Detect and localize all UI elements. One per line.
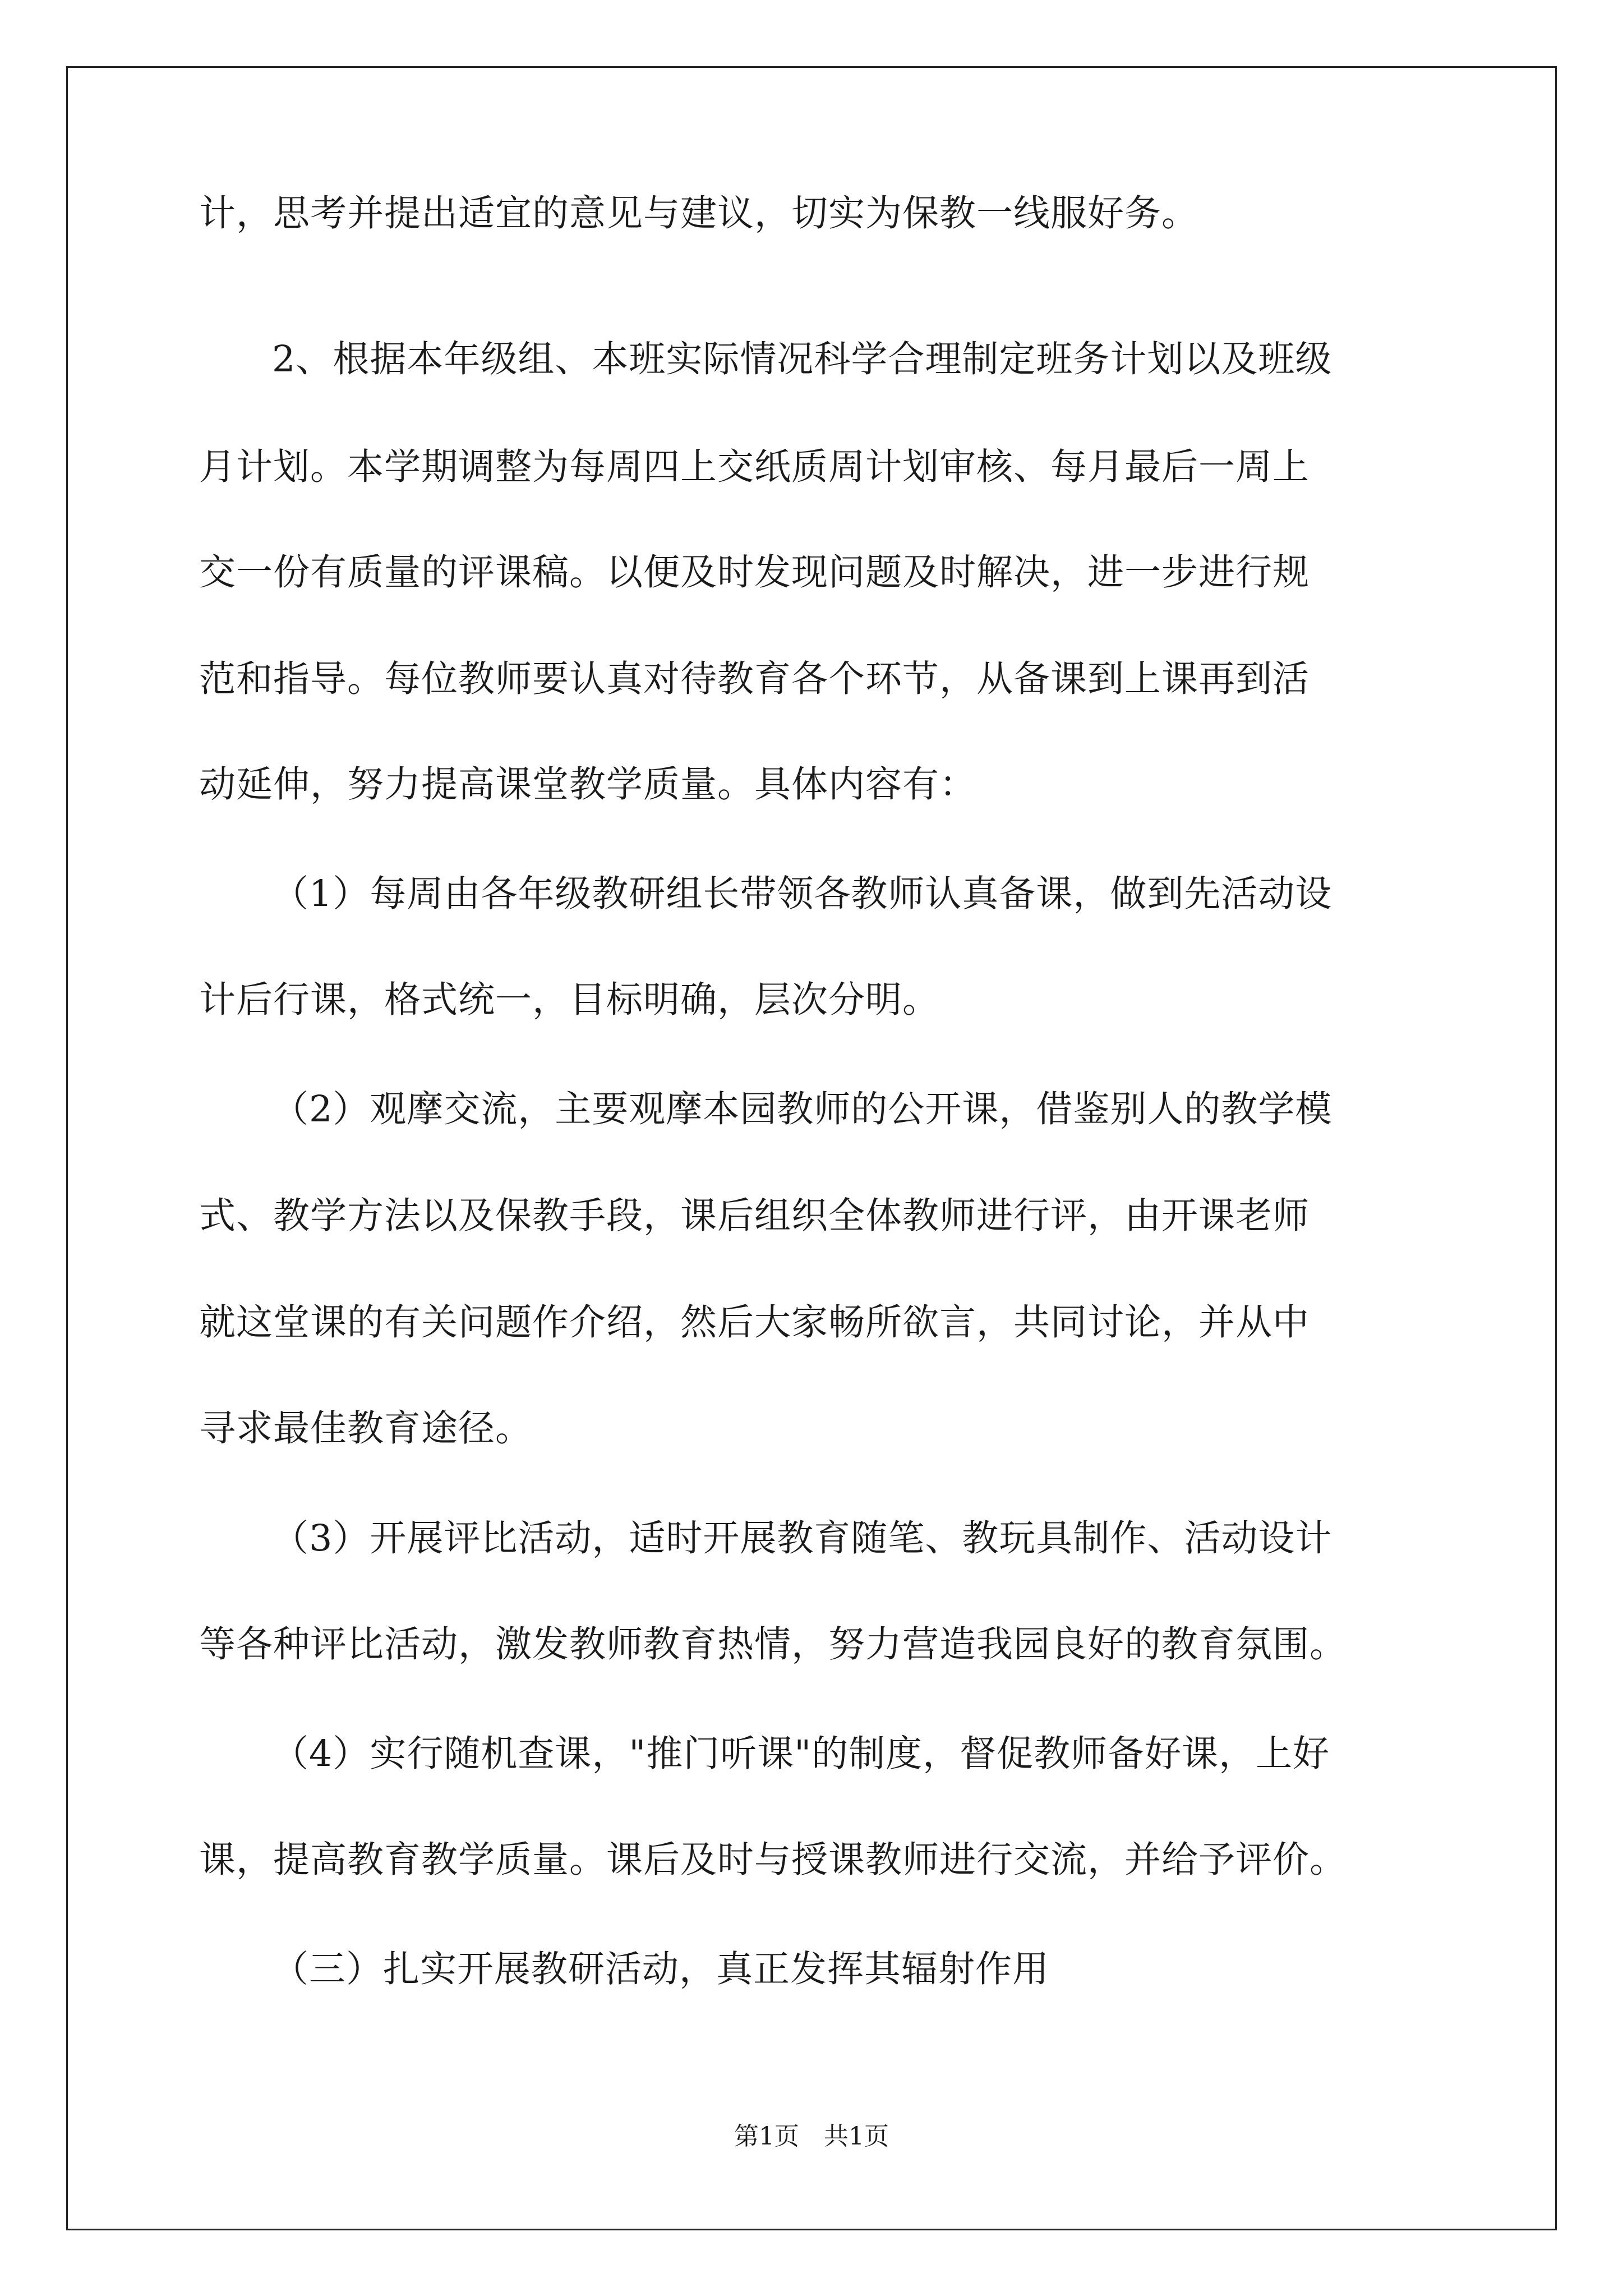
text-line: 就这堂课的有关问题作介绍，然后大家畅所欲言，共同讨论，并从中 <box>199 1301 1310 1343</box>
text-line: （2）观摩交流，主要观摩本园教师的公开课，借鉴别人的教学模 <box>272 1088 1332 1130</box>
text-line: （3）开展评比活动，适时开展教育随笔、教玩具制作、活动设计 <box>272 1517 1332 1559</box>
text-line: （4）实行随机查课，"推门听课"的制度，督促教师备好课，上好 <box>272 1733 1330 1775</box>
text-line: 寻求最佳教育途径。 <box>199 1407 533 1450</box>
page-number-footer: 第1页 共1页 <box>734 2122 889 2151</box>
text-line: 计后行课，格式统一，目标明确，层次分明。 <box>199 979 940 1021</box>
text-line: 交一份有质量的评课稿。以便及时发现问题及时解决，进一步进行规 <box>199 551 1310 593</box>
text-line: 2、根据本年级组、本班实际情况科学合理制定班务计划以及班级 <box>272 338 1332 380</box>
text-line: 等各种评比活动，激发教师教育热情，努力营造我园良好的教育氛围。 <box>199 1623 1347 1665</box>
text-line: 计，思考并提出适宜的意见与建议，切实为保教一线服好务。 <box>199 192 1199 234</box>
text-line: 动延伸，努力提高课堂教学质量。具体内容有： <box>199 763 977 806</box>
text-line: 课，提高教育教学质量。课后及时与授课教师进行交流，并给予评价。 <box>199 1839 1347 1881</box>
text-line: 范和指导。每位教师要认真对待教育各个环节，从备课到上课再到活 <box>199 658 1310 700</box>
page-border <box>66 66 1557 2230</box>
text-line: 式、教学方法以及保教手段，课后组织全体教师进行评，由开课老师 <box>199 1195 1310 1237</box>
text-line: （1）每周由各年级教研组长带领各教师认真备课，做到先活动设 <box>272 873 1332 915</box>
text-line: 月计划。本学期调整为每周四上交纸质周计划审核、每月最后一周上 <box>199 446 1310 488</box>
text-line: （三）扎实开展教研活动，真正发挥其辐射作用 <box>272 1948 1050 1990</box>
